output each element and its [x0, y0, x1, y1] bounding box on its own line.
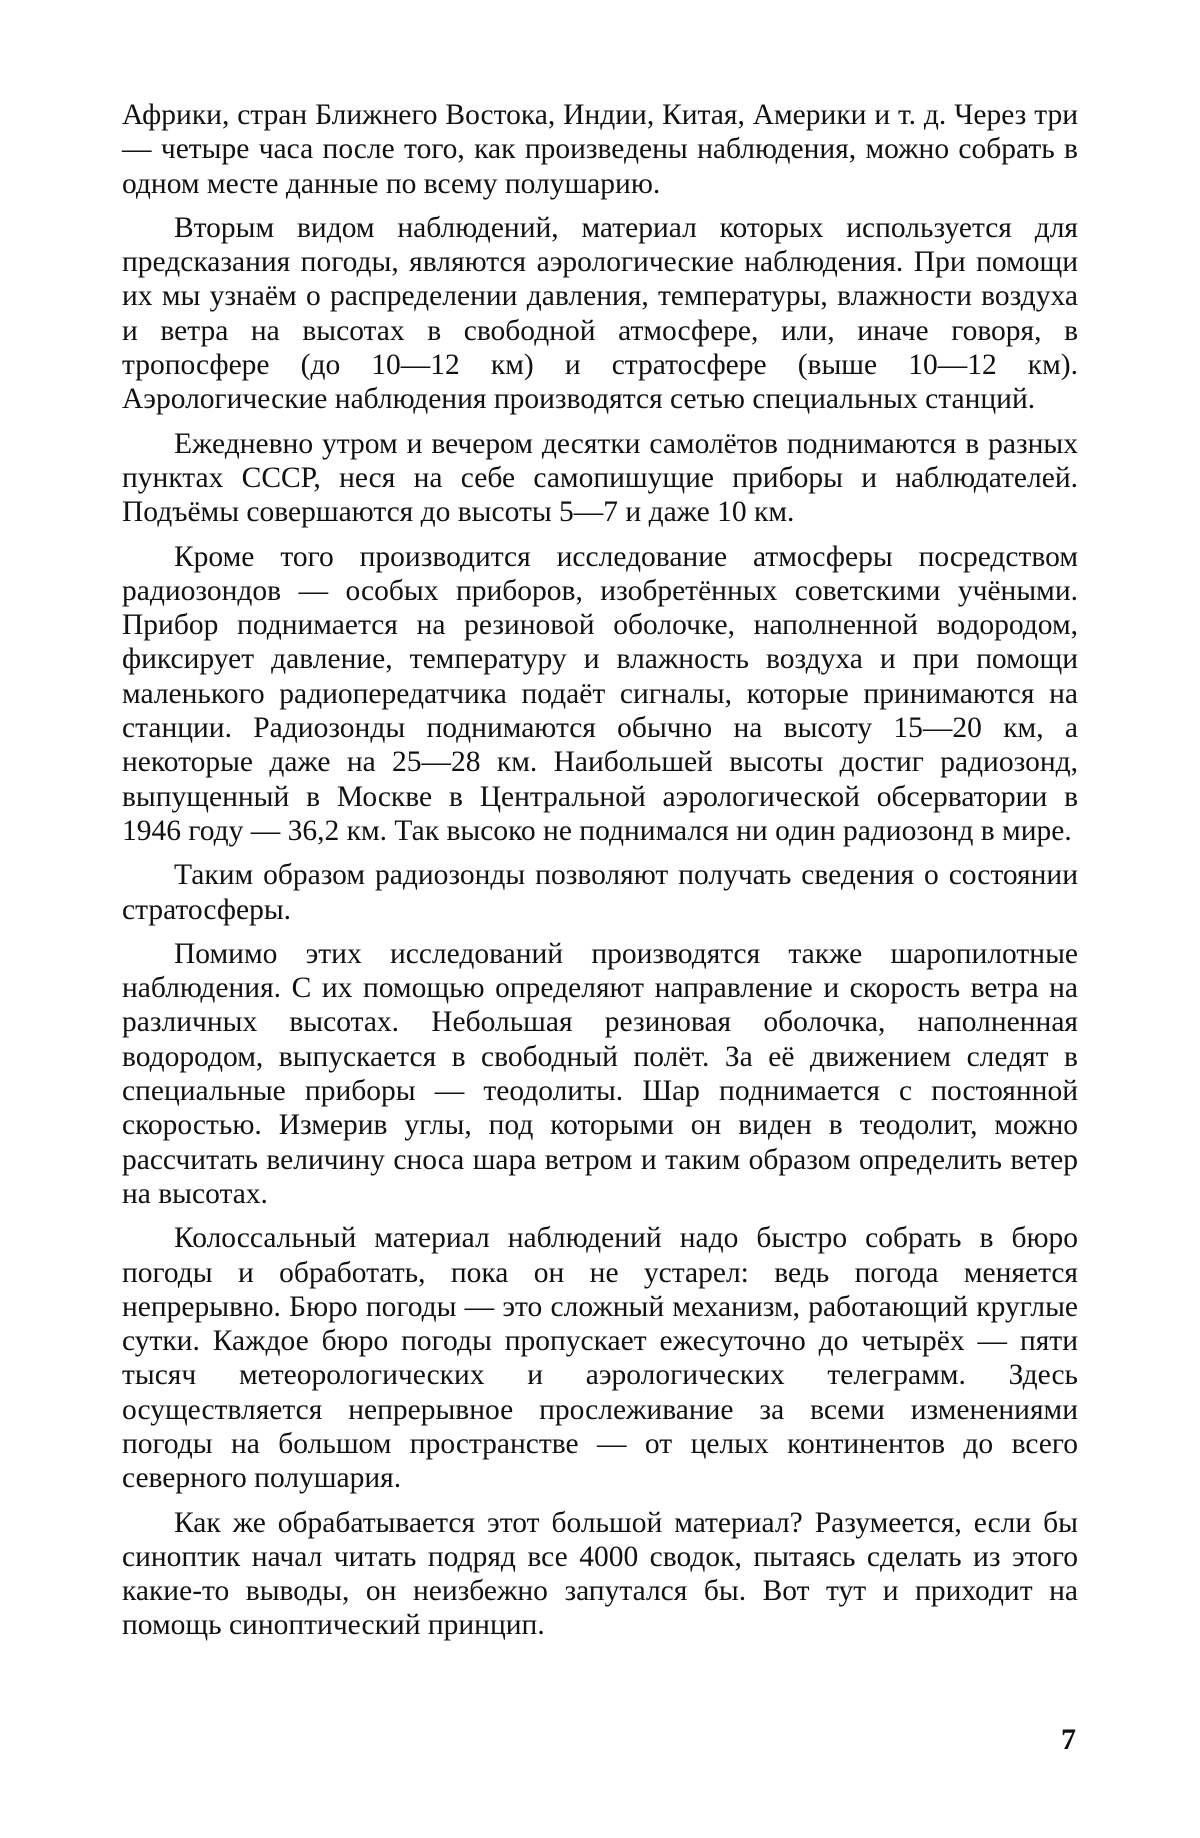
paragraph: Ежедневно утром и вечером десятки самолётов поднимаются в разных пунктах СССР, неся на себе самопишущие приборы и наблюдателей. Подъёмы совершаются до высоты 5—7 и даже 10 км. — [122, 427, 1078, 530]
paragraph: Таким образом радиозонды позволяют получать сведения о состоянии стратосферы. — [122, 858, 1078, 927]
paragraph: Кроме того производится исследование атмосферы посредством радиозондов — особых приборов, изобретённых советскими учёными. Прибор поднимается на резиновой оболочке, наполненной водородом, фиксирует давление, температуру и влажность воздуха и при помощи маленького радиопередатчика подаёт сигналы, которые принимаются на станции. Радиозонды поднимаются обычно на высоту 15—20 км, а некоторые даже на 25—28 км. Наибольшей высоты достиг радиозонд, выпущенный в Москве в Центральной аэрологической обсерватории в 1946 году — 36,2 км. Так высоко не поднимался ни один радиозонд в мире. — [122, 540, 1078, 849]
page-body — [122, 98, 1078, 1643]
paragraph: Вторым видом наблюдений, материал которых используется для предсказания погоды, являются аэрологические наблюдения. При помощи их мы узнаём о распределении давления, температуры, влажности воздуха и ветра на высотах в свободной атмосфере, или, иначе говоря, в тропосфере (до 10—12 км) и стратосфере (выше 10—12 км). Аэрологические наблюдения производятся сетью специальных станций. — [122, 211, 1078, 417]
paragraph-continued: Африки, стран Ближнего Востока, Индии, Китая, Америки и т. д. Через три — четыре часа после того, как произведены наблюдения, можно собрать в одном месте данные по всему полушарию. — [122, 98, 1078, 201]
paragraph: Помимо этих исследований производятся также шаропилотные наблюдения. С их помощью определяют направление и скорость ветра на различных высотах. Небольшая резиновая оболочка, наполненная водородом, выпускается в свободный полёт. За её движением следят в специальные приборы — теодолиты. Шар поднимается с постоянной скоростью. Измерив углы, под которыми он виден в теодолит, можно рассчитать величину сноса шара ветром и таким образом определить ветер на высотах. — [122, 937, 1078, 1211]
paragraph: Колоссальный материал наблюдений надо быстро собрать в бюро погоды и обработать, пока он не устарел: ведь погода меняется непрерывно. Бюро погоды — это сложный механизм, работающий круглые сутки. Каждое бюро погоды пропускает ежесуточно до четырёх — пяти тысяч метеорологических и аэрологических телеграмм. Здесь осуществляется непрерывное прослеживание за всеми изменениями погоды на большом пространстве — от целых континентов до всего северного полушария. — [122, 1221, 1078, 1495]
paragraph: Как же обрабатывается этот большой материал? Разумеется, если бы синоптик начал читать подряд все 4000 сводок, пытаясь сделать из этого какие-то выводы, он неизбежно запутался бы. Вот тут и приходит на помощь синоптический принцип. — [122, 1506, 1078, 1643]
page-number: 7 — [1061, 1723, 1076, 1757]
